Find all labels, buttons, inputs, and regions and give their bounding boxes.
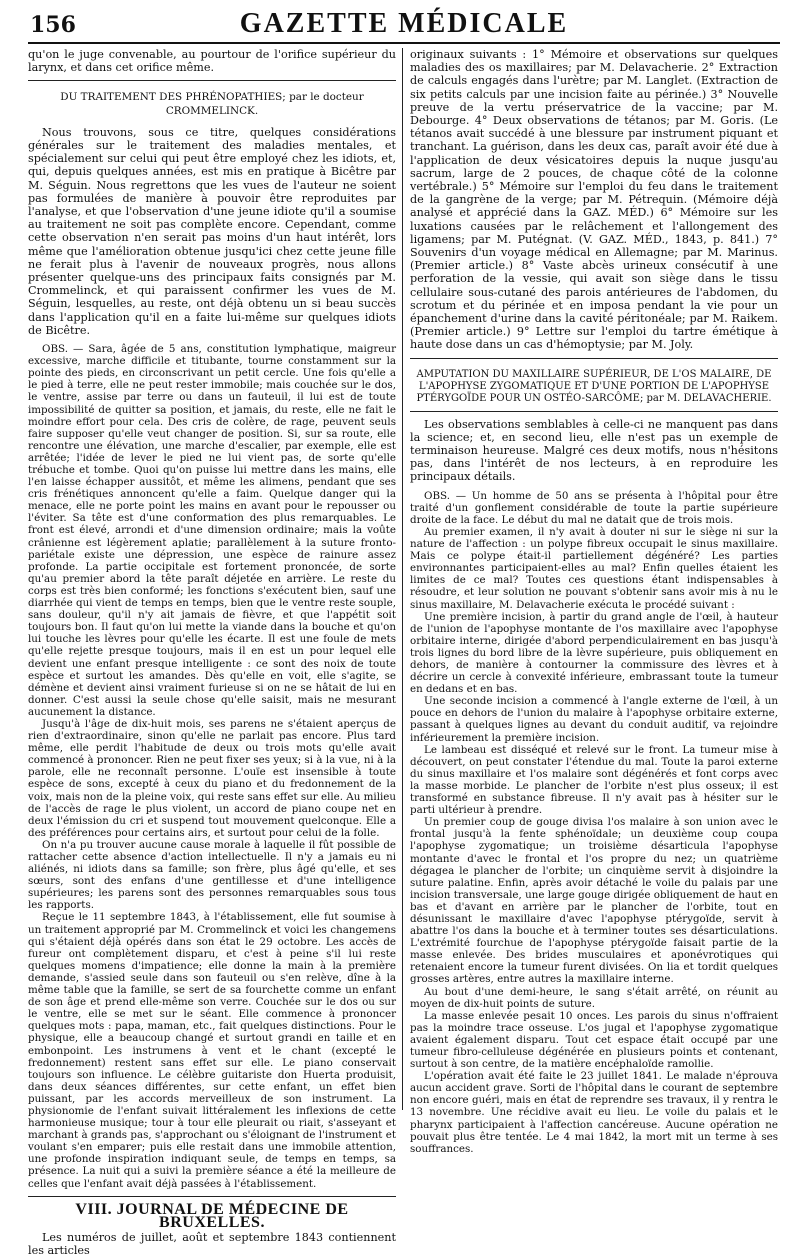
left-column — [28, 48, 397, 1257]
paragraph: Au premier examen, il n'y avait à douter ni sur le siège ni sur la nature de l'affection : un polype fibreux occupait le sinus maxillaire. Mais ce polype était-il partiellement dégénéré? Les parties environnantes participaient-elles au mal? Enfin quelles étaient les limites de ce mal? Toutes ces questions étant indispensables à résoudre, et leur solution ne pouvant s'obtenir sans avoir mis à nu le sinus maxillaire, M. Delavacherie exécuta le procédé suivant : — [410, 525, 778, 611]
paragraph: Au bout d'une demi-heure, le sang s'était arrêté, on réunit au moyen de dix-huit points de suture. — [410, 985, 778, 1010]
paragraph: On n'a pu trouver aucune cause morale à laquelle il fût possible de rattacher cette absence d'action intellectuelle. Il n'y a jamais eu ni aliénés, ni idiots dans sa famille; son frère, plus âgé qu'elle, et ses sœurs, sont des enfans d'une gentillesse et d'une intelligence supérieures; les parens sont des personnes remarquables sous tous les rapports. — [28, 838, 396, 912]
paragraph: Nous trouvons, sous ce titre, quelques considérations générales sur le traitement des maladies mentales, et spécialement sur celui qui peut être employé chez les idiots, et, qui, depuis quelques années, est mis en pratique à Bicêtre par M. Séguin. Nous regrettons que les vues de l'auteur ne soient pas formulées de manière à pouvoir être reproduites par l'analyse, et que l'observation d'une jeune idiote qu'il a soumise au traitement ne soit pas complète encore. Cependant, comme cette observation n'en serait pas moins d'un haut intérêt, lors même que l'amélioration obtenue jusqu'ici chez cette jeune fille ne ferait plus à l'avenir de nouveaux progrès, nous allons présenter quelque-uns des principaux faits consignés par M. Crommelinck, et qui paraissent confirmer les vues de M. Séguin, lesquelles, au reste, ont déjà obtenu un si beau succès dans l'application qu'il en a faite lui-même sur quelques idiots de Bicêtre. — [28, 125, 396, 337]
section-heading: VIII. JOURNAL DE MÉDECINE DE BRUXELLES. — [75, 1200, 349, 1231]
article-title: DU TRAITEMENT DES PHRÉNOPATHIES; par le docteur CROMMELINCK. — [60, 91, 364, 117]
rule — [28, 1196, 396, 1197]
rule — [410, 411, 778, 412]
paragraph: L'opération avait été faite le 23 juillet 1841. Le malade n'éprouva aucun accident grave. Sorti de l'hôpital dans le courant de septembre non encore guéri, mais en état de reprendre ses travaux, il y rentra le 13 novembre. Une récidive avait eu lieu. Le voile du palais et le pharynx participaient à l'affection cancéreuse. Aucune opération ne pouvait plus être tentée. Le 4 mai 1842, la mort mit un terme à ses souffrances. — [410, 1070, 778, 1155]
observation: OBS. — Sara, âgée de 5 ans, constitution lymphatique, maigreur excessive, marche difficile et titubante, tourne constamment sur la pointe des pieds, en circonscrivant un petit cercle. Une fois qu'elle a le pied à terre, elle ne peut rester immobile; mais couchée sur le dos, le ventre, assise par terre ou dans un fauteuil, il lui est de toute impossibilité de quitter sa position, et jamais, du reste, elle ne fait le moindre effort pour cela. Des cris de colère, de rage, peuvent seuls faire supposer qu'elle veut changer de position. Si, sur sa route, elle rencontre une élévation, une marche d'escalier, par exemple, elle est arrêtée; l'idée de lever le pied ne lui vient pas, de sorte qu'elle trébuche et tombe. Quoi qu'on puisse lui mettre dans les mains, elle l'en laisse échapper aussitôt, et même les alimens, pendant que ses cris frénétiques annoncent qu'elle a faim. Quelque danger qui la menace, elle ne porte point les mains en avant pour le repousser ou l'éviter. Sa tête est d'une conformation des plus remarquables. Le front est élevé, arrondi et d'une dimension ordinaire; mais la voûte crânienne est légèrement aplatie; parallèlement à la suture fronto-pariétale existe une dépression, une espèce de rainure assez profonde. La partie occipitale est fortement prononcée, de sorte qu'au premier abord la tête paraît déjetée en arrière. Le reste du corps est très bien conformé; les fonctions s'exécutent bien, sauf une diarrhée qui vient de temps en temps, bien que le ventre reste souple, sans douleur, qu'il n'y ait jamais de fièvre, et que l'appétit soit toujours bon. Il faut qu'on lui mette la viande dans la bouche et qu'on lui touche les lèvres pour qu'elle les écarte. Il est une foule de mets qu'elle rejette presque toujours, mais il en est un pour lequel elle devient une enfant presque intelligente : ce sont des noix de toute espèce et surtout les amandes. Dès qu'elle en voit, elle s'agite, se démène et devient ainsi vraiment furieuse si on ne se hâtait de lui en donner. C'est aussi la seule chose qu'elle saisit, mais ne mesurant aucunement la distance. — [28, 343, 396, 718]
right-column — [410, 48, 778, 1155]
page-header — [28, 8, 780, 44]
page-number: 156 — [30, 12, 76, 38]
column-divider — [402, 48, 403, 1110]
rule — [410, 358, 778, 359]
paragraph: Le lambeau est disséqué et relevé sur le front. La tumeur mise à découvert, on peut constater l'étendue du mal. Toute la paroi externe du sinus maxillaire et l'os malaire sont dégénérés et font corps avec la masse morbide. Le plancher de l'orbite n'est plus osseux; il est transformé en substance fibreuse. Il n'y avait pas à hésiter sur le parti ultérieur à prendre. — [410, 743, 778, 817]
journal-title: GAZETTE MÉDICALE — [239, 8, 569, 39]
paragraph: Une seconde incision a commencé à l'angle externe de l'œil, à un pouce en dehors de l'union du malaire à l'apophyse orbitaire externe, passant à quelques lignes au devant du conduit auditif, va rejoindre inférieurement la première incision. — [410, 695, 778, 744]
paragraph: originaux suivants : 1° Mémoire et observations sur quelques maladies des os maxillaires; par M. Delavacherie. 2° Extraction de calculs engagés dans l'urètre; par M. Langlet. (Extraction de six petits calculs par une incision faite au périnée.) 3° Nouvelle preuve de la vertu préservatrice de la vaccine; par M. Debourge. 4° Deux observations de tétanos; par M. Goris. (Le tétanos avait succédé à une blessure par instrument piquant et tranchant. La guérison, dans les deux cas, paraît avoir été due à l'application de deux vésicatoires depuis la nuque jusqu'au sacrum, large de 2 pouces, de chaque côté de la colonne vertébrale.) 5° Mémoire sur l'emploi du feu dans le traitement de la gangrène de la verge; par M. Pétrequin. (Mémoire déjà analysé et apprécié dans la GAZ. MÉD.) 6° Mémoire sur les luxations causées par le relâchement et l'allongement des ligamens; par M. Putégnat. (V. GAZ. MÉD., 1843, p. 841.) 7° Souvenirs d'un voyage médical en Allemagne; par M. Marinus. (Premier article.) 8° Vaste abcès urineux consécutif à une perforation de la vessie, qui avait son siège dans le tissu cellulaire sous-cutané des parois antérieures de l'abdomen, du scrotum et du périnée et en imposa pendant la vie pour un épanchement d'urine dans la cavité péritonéale; par M. Raikem. (Premier article.) 9° Lettre sur l'emploi du tartre émétique à haute dose dans un cas d'hémoptysie; par M. Joly. — [410, 48, 778, 352]
paragraph: Jusqu'à l'âge de dix-huit mois, ses parens ne s'étaient aperçus de rien d'extraordinaire, sinon qu'elle ne parlait pas encore. Plus tard même, elle perdit l'habitude de deux ou trois mots qu'elle avait commencé à prononcer. Rien ne peut fixer ses yeux; si à la vue, ni à la parole, elle ne reconnaît personne. L'ouïe est insensible à toute espèce de sons, excepté à ceux du piano et du fredonnement de la voix, mais non de la pleine voix, qui reste sans effet sur elle. Au milieu de l'accès de rage le plus violent, un accord de piano coupe net en deux l'émission du cri et suspend tout mouvement quelconque. Elle a des préférences pour certains airs, et surtout pour celui de la folle. — [28, 717, 397, 839]
paragraph: Un premier coup de gouge divisa l'os malaire à son union avec le frontal jusqu'à la fente sphénoïdale; un deuxième coup coupa l'apophyse zygomatique; un troisième désarticula l'apophyse montante d'avec le frontal et l'os propre du nez; un quatrième dégagea le plancher de l'orbite; un cinquième servit à disjoindre la suture palatine. Enfin, après avoir détaché le voile du palais par une incision transversale, une large gouge dirigée obliquement de haut en bas et d'avant en arrière par le plancher de l'orbite, tout en désunissant le maxillaire d'avec l'apophyse ptérygoïde, servit à abattre l'os dans la bouche et à terminer toutes ses désarticulations. L'extrémité fourchue de l'apophyse ptérygoïde faisait partie de la masse enlevée. Des brides musculaires et aponévrotiques qui retenaient encore la tumeur furent divisées. On lia et tordit quelques grosses artères, entre autres la maxillaire interne. — [410, 816, 778, 986]
paragraph: Les numéros de juillet, août et septembre 1843 contiennent les articles — [28, 1231, 396, 1257]
rule — [28, 80, 396, 81]
paragraph: qu'on le juge convenable, au pourtour de l'orifice supérieur du larynx, et dans cet orifice même. — [28, 48, 396, 75]
paragraph: Reçue le 11 septembre 1843, à l'établissement, elle fut soumise à un traitement approprié par M. Crommelinck et voici les changemens qui s'étaient déjà opérés dans son état le 29 octobre. Les accès de fureur ont complètement disparu, et c'est à peine s'il lui reste quelques momens d'impatience; elle donne la main à la première demande, s'assied seule dans son fauteuil ou s'en relève, dîne à la même table que la famille, se sert de sa fourchette comme un enfant de son âge et prend elle-même son verre. Couchée sur le dos ou sur le ventre, elle se met sur le séant. Elle commence à prononcer quelques mots : papa, maman, etc., fait quelques distinctions. Pour le physique, elle a beaucoup changé et surtout grandi en taille et en embonpoint. Les instrumens à vent et le chant (excepté le fredonnement) restent sans effet sur elle. Le piano conservait toujours son influence. Le célèbre guitariste don Huerta produisit, dans deux séances différentes, sur cette enfant, un effet bien puissant, par les accords merveilleux de son instrument. La physionomie de l'enfant suivait littéralement les inflexions de cette harmonieuse musique; tour à tour elle pleurait ou riait, s'asseyant et marchant à grands pas, s'approchant ou s'éloignant de l'instrument et voulant s'en emparer; puis elle restait dans une immobile attention, une profonde inspiration indiquant seule, de temps en temps, sa présence. La nuit qui a suivi la première séance a été la meilleure de celles que l'enfant avait déjà passées à l'établissement. — [28, 911, 396, 1190]
paragraph: Une première incision, à partir du grand angle de l'œil, à hauteur de l'union de l'apophyse montante de l'os maxillaire avec l'apophyse orbitaire interne, dirigée d'abord perpendiculairement en bas jusqu'à trois lignes du bord libre de la lèvre supérieure, puis obliquement en dehors, de manière à contourner la commissure des lèvres et à décrire un cercle à convexité inférieure, embrassant toute la tumeur en dedans et en bas. — [410, 610, 778, 696]
paragraph: La masse enlevée pesait 10 onces. Les parois du sinus n'offraient pas la moindre trace osseuse. L'os jugal et l'apophyse zygomatique avaient également disparu. Tout cet espace était occupé par une tumeur fibro-celluleuse dégénérée en plusieurs points et contenant, surtout à son centre, de la matière encéphaloïde ramollie. — [410, 1009, 778, 1071]
paragraph: Les observations semblables à celle-ci ne manquent pas dans la science; et, en second lieu, elle n'est pas un exemple de terminaison heureuse. Malgré ces deux motifs, nous n'hésitons pas, dans l'intérêt de nos lecteurs, à en reproduire les principaux détails. — [410, 417, 778, 484]
article-title: AMPUTATION DU MAXILLAIRE SUPÉRIEUR, DE L'OS MALAIRE, DE L'APOPHYSE ZYGOMATIQUE ET D'UNE PORTION DE L'APOPHYSE PTÉRYGOÏDE POUR UN OSTÉO-SARCÔME; par M. DELAVACHERIE. — [416, 368, 772, 404]
observation: OBS. — Un homme de 50 ans se présenta à l'hôpital pour être traité d'un gonflement considérable de toute la partie supérieure droite de la face. Le début du mal ne datait que de trois mois. — [410, 489, 778, 526]
